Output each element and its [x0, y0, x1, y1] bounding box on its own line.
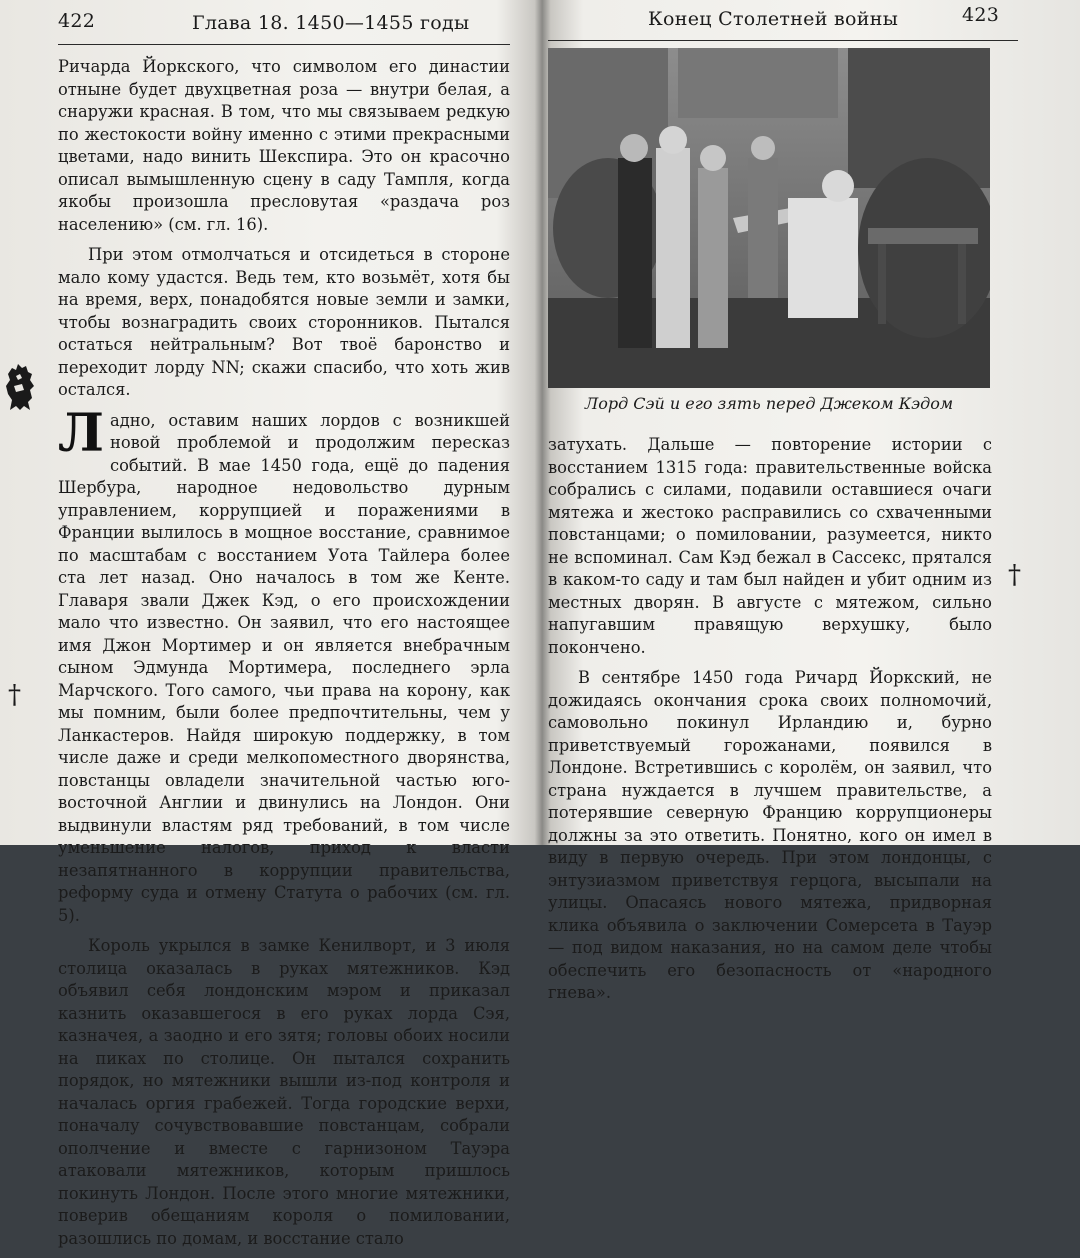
- figure-caption: Лорд Сэй и его зять перед Джеком Кэдом: [584, 394, 954, 413]
- running-head-right: Конец Столетней войны: [648, 8, 899, 30]
- page-number-left: 422: [58, 10, 96, 32]
- page-number-right: 423: [962, 4, 1000, 26]
- dagger-icon-right: †: [1008, 560, 1021, 590]
- engraving-image: [548, 48, 990, 388]
- running-head-left: Глава 18. 1450—1455 годы: [192, 12, 470, 34]
- paragraph: Ричарда Йоркского, что символом его династии отныне будет двухцветная роза — внутри белая, а снаружи красная. В том, что мы связываем редкую по жестокости войну именно с этими прекрасными цветами, надо винить Шекспира. Это он красочно описал вымышленную сцену в саду Тампля, когда якобы произошла пресловутая «раздача роз населению» (см. гл. 16).: [58, 57, 510, 234]
- engraving-illustration: [548, 48, 990, 388]
- paragraph: затухать. Дальше — повторение истории с восстанием 1315 года: правительственные войска собрались с силами, подавили оставшиеся очаги мятежа и жестоко расправились со схваченными повстанцами; о помиловании, разумеется, никто не вспоминал. Сам Кэд бежал в Сассекс, прятался в каком-то саду и там был найден и убит одним из местных дворян. В августе с мятежом, сильно напугавшим правящую верхушку, было покончено.: [548, 435, 992, 657]
- paragraph: Король укрылся в замке Кенилворт, и 3 июля столица оказалась в руках мятежников. Кэд объявил себя лондонским мэром и приказал казнить оказавшегося в его руках лорда Сэя, казначея, а заодно и его зятя; головы обоих носили на пиках по столице. Он пытался сохранить порядок, но мятежники вышли из-под контроля и началась оргия грабежей. Тогда городские верхи, поначалу сочувствовавшие повстанцам, собрали ополчение и вместе с гарнизоном Тауэра атаковали мятежников, которым пришлось покинуть Лондон. После этого многие мятежники, поверив обещаниям короля о помиловании, разошлись по домам, и восстание стало: [58, 936, 510, 1248]
- paragraph: При этом отмолчаться и отсидеться в стороне мало кому удастся. Ведь тем, кто возьмёт, хотя бы на время, верх, понадобятся новые земли и замки, чтобы вознаградить своих сторонников. Пытался остаться нейтральным? Вот твоё баронство и переходит лорду NN; скажи спасибо, что хоть жив остался.: [58, 245, 510, 399]
- lion-emblem-icon: [2, 360, 38, 412]
- right-body-text: [548, 434, 992, 1013]
- paragraph: В сентябре 1450 года Ричард Йоркский, не дожидаясь окончания срока своих полномочий, самовольно покинул Ирландию и, бурно приветствуемый горожанами, появился в Лондоне. Встретившись с королём, он заявил, что страна нуждается в лучшем правительстве, а потерявшие северную Францию коррупционеры должны за это ответить. Понятно, кого он имел в виду в первую очередь. При этом лондонцы, с энтузиазмом приветствуя герцога, высыпали на улицы. Опасаясь нового мятежа, придворная клика объявила о заключении Сомерсета в Тауэр — под видом наказания, но на самом деле чтобы обеспечить его безопасность от «народного гнева».: [548, 668, 992, 1002]
- left-page: [0, 0, 536, 1248]
- header-rule-left: [58, 44, 510, 45]
- header-rule-right: [548, 40, 1018, 41]
- left-body-text: [58, 56, 510, 1258]
- dagger-icon-left: †: [8, 680, 21, 710]
- paragraph-dropcap: [58, 402, 510, 928]
- paragraph-text: адно, оставим наших лордов с возникшей новой проблемой и продолжим пересказ событий. В мае 1450 года, ещё до падения Шербура, народное недовольство дурным управлением, коррупцией и поражениями в Франции вылилось в мощное восстание, сравнимое по масштабам с восстанием Уота Тайлера более ста лет назад. Оно началось в том же Кенте. Главаря звали Джек Кэд, о его происхождении мало что известно. Он заявил, что его настоящее имя Джон Мортимер и он является внебрачным сыном Эдмунда Мортимера, последнего эрла Марчского. Того самого, чьи права на корону, как мы помним, были более предпочтительны, чем у Ланкастеров. Найдя широкую поддержку, в том числе даже и среди мелкопоместного дворянства, повстанцы овладели значительной частью юго-восточной Англии и двинулись на Лондон. Они выдвинули властям ряд требований, в том числе уменьшение налогов, приход к власти незапятнанного в коррупции правительства, реформу суда и отмену Статута о рабочих (см. гл. 5).: [58, 410, 510, 925]
- right-page: [538, 0, 1080, 1002]
- drop-cap-letter: Л: [58, 402, 104, 464]
